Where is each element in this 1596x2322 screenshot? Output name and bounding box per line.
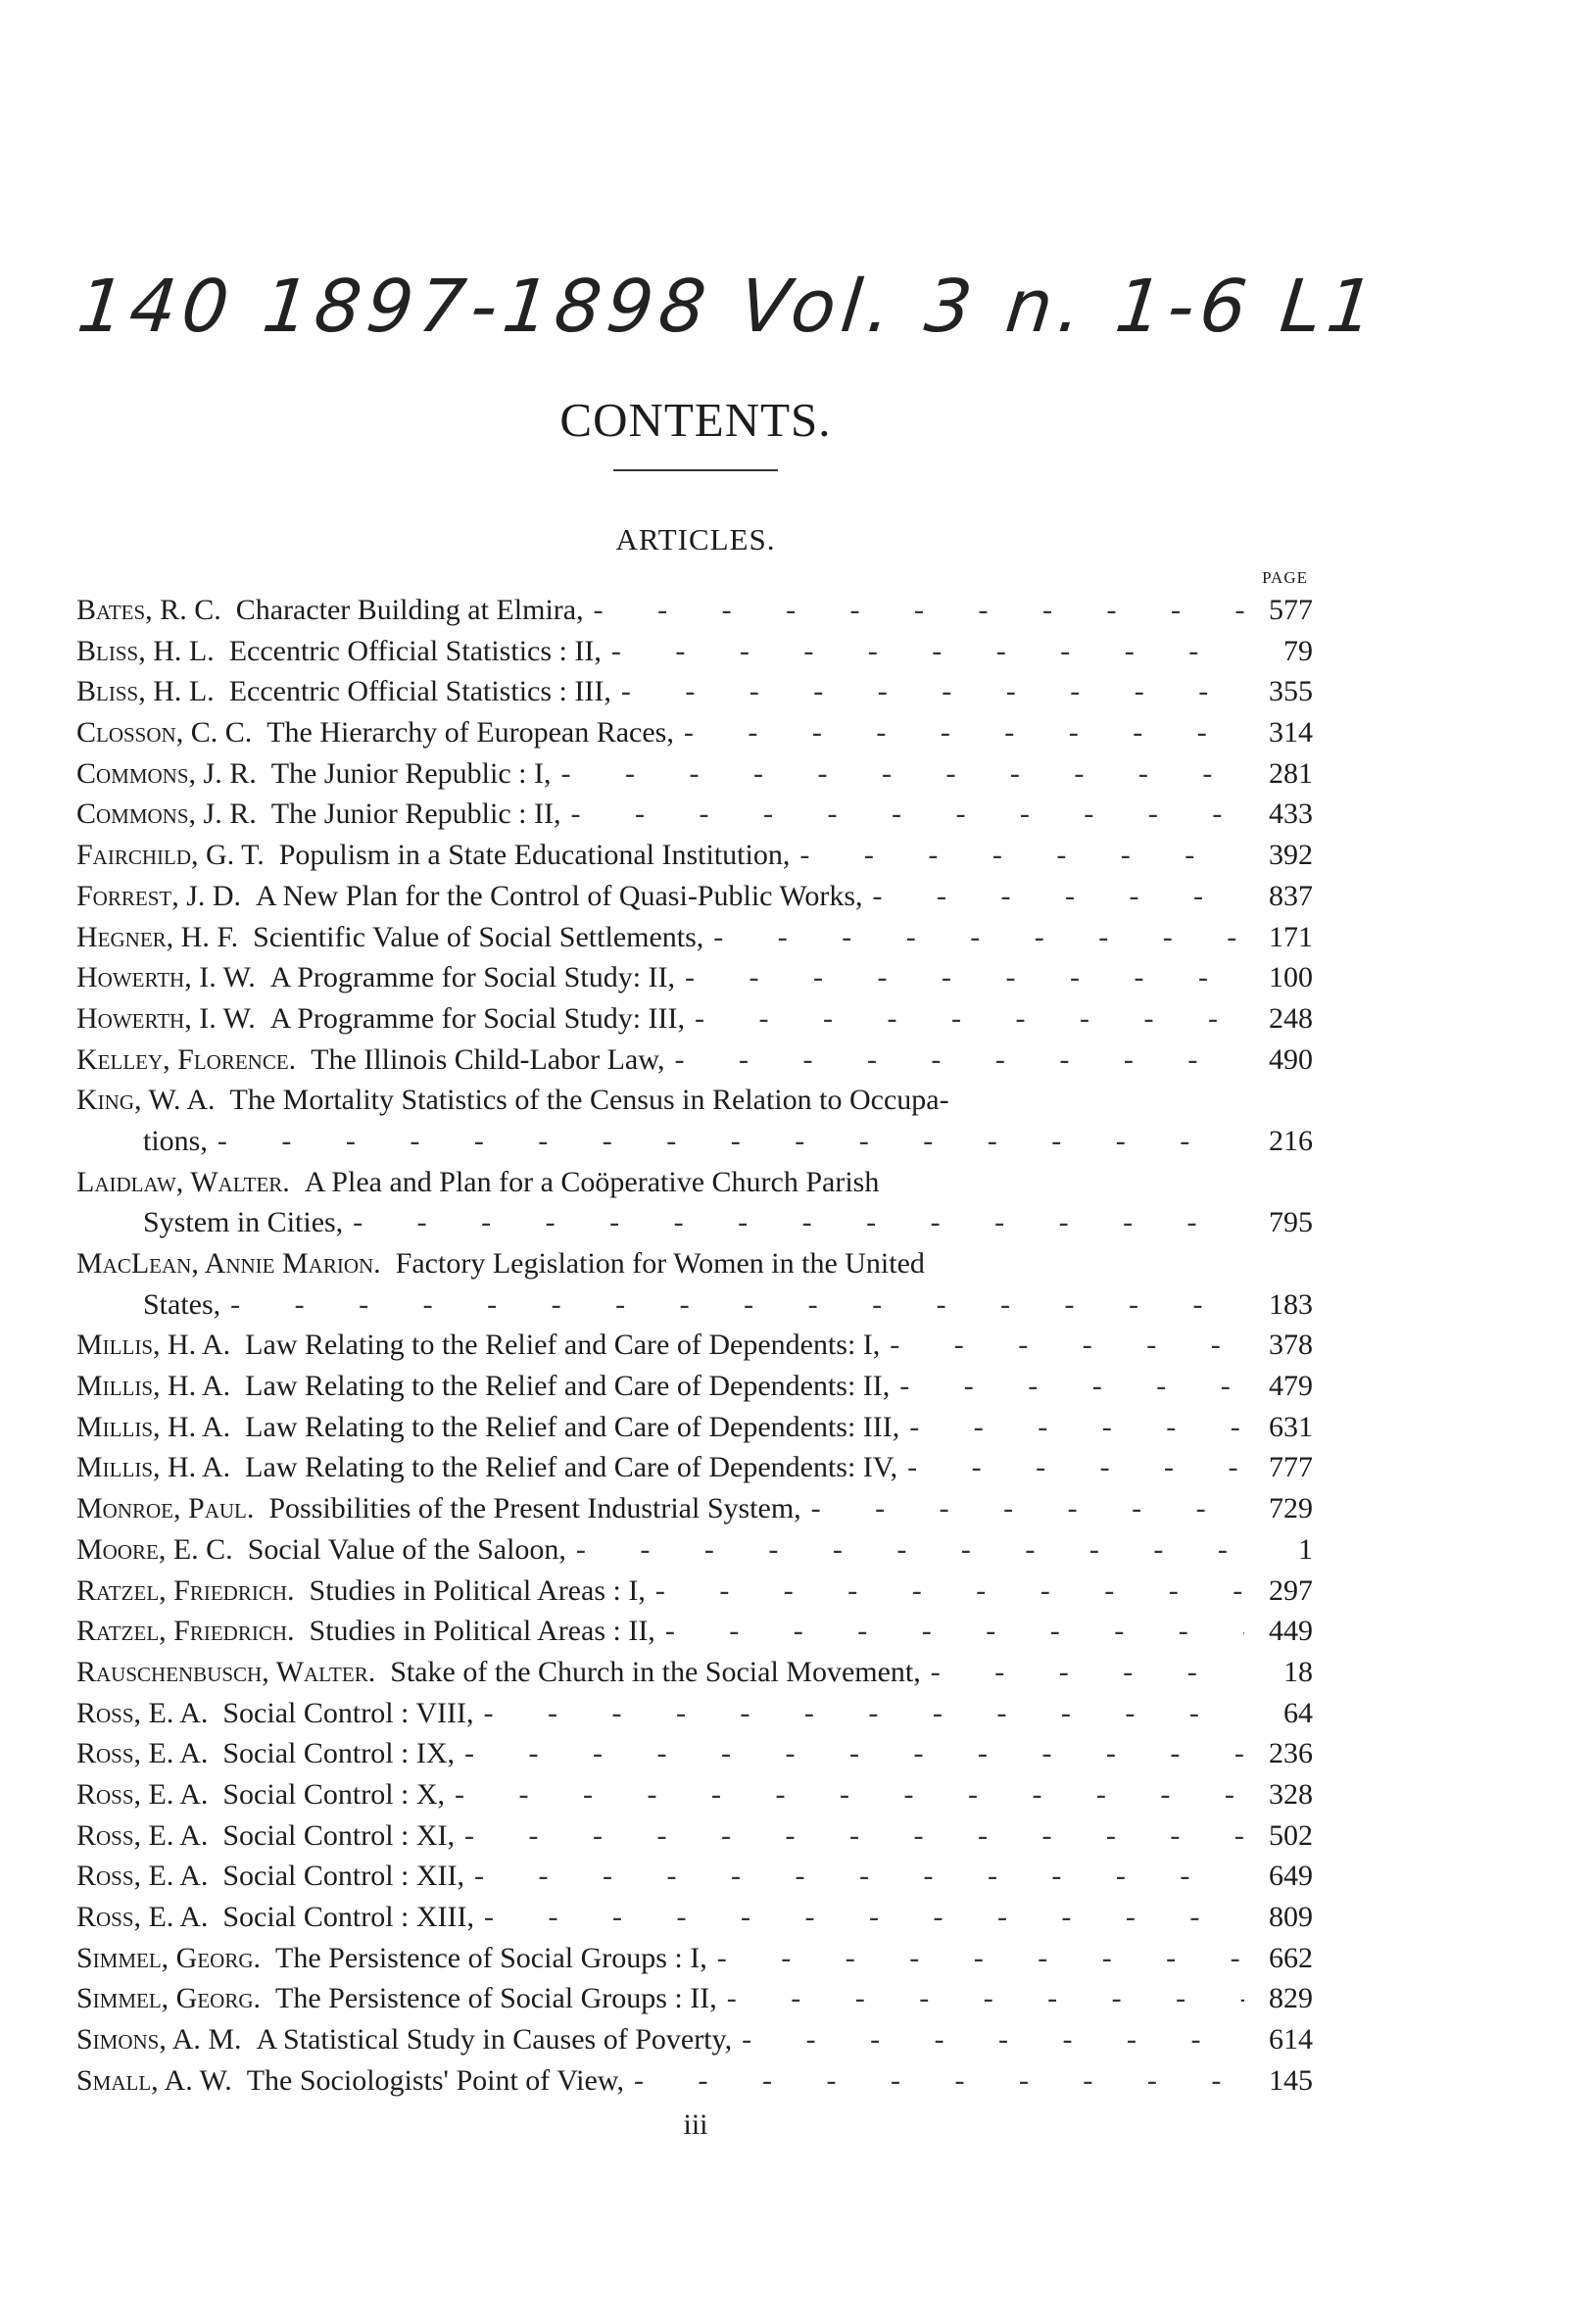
entry-author: Forrest, J. D. [76, 879, 242, 912]
contents-entry [76, 753, 1313, 795]
entry-line [76, 1162, 1313, 1203]
entry-line [76, 835, 1313, 876]
dot-leader [646, 1571, 1244, 1612]
entry-page-number: 100 [1269, 961, 1313, 994]
entry-line [76, 1693, 1313, 1734]
entry-line [76, 1815, 1313, 1857]
entry-title-continuation: tions, [143, 1124, 208, 1157]
entry-title: A Plea and Plan for a Coöperative Church Parish [304, 1165, 880, 1198]
dot-leader [921, 1652, 1244, 1693]
entry-author: Ratzel, Friedrich. [76, 1615, 295, 1648]
entry-line [76, 1325, 1313, 1366]
entry-page-number: 378 [1269, 1329, 1313, 1362]
entry-page-number: 777 [1269, 1451, 1313, 1484]
entry-author: Commons, J. R. [76, 756, 257, 790]
contents-entry [76, 1243, 1313, 1325]
entry-title: Studies in Political Areas : II, [309, 1615, 655, 1648]
dot-leader [602, 631, 1244, 672]
entry-title: Social Control : XIII, [222, 1901, 475, 1933]
entry-title: Law Relating to the Relief and Care of Dependents: I, [245, 1329, 881, 1362]
entry-author: Simons, A. M. [76, 2023, 242, 2056]
entry-line [76, 712, 1313, 753]
entry-title: Social Control : VIII, [222, 1696, 474, 1729]
entry-title: Social Control : IX, [222, 1737, 456, 1770]
entry-title: Populism in a State Educational Institution, [278, 839, 791, 872]
contents-entry [76, 1488, 1313, 1529]
contents-entry [76, 1162, 1313, 1243]
dot-leader [566, 1529, 1244, 1571]
entry-line [76, 753, 1313, 795]
entry-page-number: 183 [1269, 1287, 1313, 1321]
entry-title: The Junior Republic : I, [270, 756, 552, 790]
entry-line [76, 671, 1313, 712]
dot-leader [890, 1366, 1244, 1407]
entry-continuation-line [76, 1202, 1313, 1243]
entry-line [76, 917, 1313, 958]
dot-leader [561, 794, 1245, 835]
entry-title: Eccentric Official Statistics : III, [228, 675, 611, 708]
entry-author: Commons, J. R. [76, 798, 257, 831]
entry-page-number: 614 [1269, 2023, 1313, 2056]
dot-leader [455, 1815, 1244, 1857]
entry-page-number: 631 [1269, 1410, 1313, 1443]
contents-entry [76, 957, 1313, 998]
contents-entry [76, 1978, 1313, 2019]
entry-line [76, 2019, 1313, 2060]
contents-entry [76, 917, 1313, 958]
contents-entry [76, 1897, 1313, 1938]
entry-author: Small, A. W. [76, 2063, 232, 2097]
entry-continuation-line [76, 1121, 1313, 1162]
contents-entry [76, 1529, 1313, 1571]
entry-page-number: 236 [1269, 1737, 1313, 1770]
entry-page-number: 729 [1269, 1492, 1313, 1525]
entry-author: Hegner, H. F. [76, 920, 239, 953]
entry-author: Millis, H. A. [76, 1370, 231, 1403]
contents-entry [76, 1856, 1313, 1897]
entry-line [76, 957, 1313, 998]
section-heading: ARTICLES. [615, 522, 776, 556]
dot-leader [899, 1407, 1244, 1448]
contents-entry [76, 998, 1313, 1040]
contents-entry [76, 1815, 1313, 1857]
entry-author: Fairchild, G. T. [76, 839, 265, 872]
dot-leader [674, 712, 1244, 753]
entry-page-number: 297 [1269, 1573, 1313, 1607]
contents-entry [76, 1447, 1313, 1488]
entry-author: Millis, H. A. [76, 1329, 231, 1362]
entry-page-number: 328 [1269, 1777, 1313, 1811]
contents-entry [76, 1733, 1313, 1774]
entry-title: A Programme for Social Study: II, [269, 961, 676, 994]
entry-title-continuation: System in Cities, [143, 1206, 344, 1239]
entry-page-number: 490 [1269, 1042, 1313, 1076]
contents-entry [76, 835, 1313, 876]
dot-leader [790, 835, 1244, 876]
dot-leader [611, 671, 1244, 712]
entry-author: Ross, E. A. [76, 1777, 209, 1811]
dot-leader [343, 1202, 1244, 1243]
dot-leader [707, 1938, 1244, 1979]
entry-page-number: 79 [1283, 634, 1313, 667]
entry-line [76, 1571, 1313, 1612]
entry-title: Law Relating to the Relief and Care of Dependents: III, [245, 1410, 900, 1443]
entry-page-number: 649 [1269, 1860, 1313, 1893]
entry-author: Millis, H. A. [76, 1451, 231, 1484]
entry-author: Ross, E. A. [76, 1901, 209, 1933]
entry-page-number: 502 [1269, 1818, 1313, 1852]
dot-leader [897, 1447, 1244, 1488]
contents-entry [76, 1652, 1313, 1693]
contents-entry [76, 1366, 1313, 1407]
entry-line [76, 1652, 1313, 1693]
entry-title: Social Control : X, [222, 1777, 446, 1811]
dot-leader [717, 1978, 1244, 2019]
entry-page-number: 281 [1269, 756, 1313, 790]
entry-line [76, 1897, 1313, 1938]
entry-title: Law Relating to the Relief and Care of Dependents: IV, [245, 1451, 898, 1484]
entry-title: Character Building at Elmira, [235, 594, 584, 626]
entry-page-number: 837 [1269, 879, 1313, 912]
dot-leader [445, 1774, 1244, 1815]
entry-title: The Illinois Child-Labor Law, [311, 1042, 665, 1076]
contents-list [76, 590, 1313, 2101]
entry-title: Factory Legislation for Women in the United [395, 1247, 925, 1280]
entry-title: Scientific Value of Social Settlements, [253, 920, 704, 953]
entry-author: Bates, R. C. [76, 594, 221, 626]
entry-author: Millis, H. A. [76, 1410, 231, 1443]
contents-entry [76, 712, 1313, 753]
entry-page-number: 577 [1269, 594, 1313, 626]
entry-author: Ross, E. A. [76, 1860, 209, 1893]
dot-leader [464, 1856, 1244, 1897]
dot-leader [801, 1488, 1244, 1529]
entry-line [76, 1407, 1313, 1448]
entry-title: The Junior Republic : II, [270, 798, 561, 831]
entry-author: Howerth, I. W. [76, 961, 256, 994]
entry-author: MacLean, Annie Marion. [76, 1247, 381, 1280]
contents-entry [76, 2060, 1313, 2102]
entry-author: Laidlaw, Walter. [76, 1165, 290, 1198]
entry-line [76, 2060, 1313, 2102]
entry-author: Ross, E. A. [76, 1737, 209, 1770]
contents-entry [76, 1040, 1313, 1081]
entry-line [76, 1938, 1313, 1979]
entry-author: King, W. A. [76, 1084, 216, 1117]
entry-line [76, 631, 1313, 672]
entry-title: Law Relating to the Relief and Care of Dependents: II, [245, 1370, 891, 1403]
entry-page-number: 449 [1269, 1615, 1313, 1648]
entry-title-continuation: States, [143, 1287, 221, 1321]
entry-line [76, 1243, 1313, 1284]
entry-title: A Statistical Study in Causes of Poverty, [256, 2023, 733, 2056]
entry-page-number: 809 [1269, 1901, 1313, 1933]
entry-title: A Programme for Social Study: III, [269, 1001, 686, 1035]
entry-page-number: 64 [1283, 1696, 1313, 1729]
page-title: CONTENTS. [559, 393, 832, 447]
entry-author: Simmel, Georg. [76, 1982, 262, 2015]
dot-leader [455, 1733, 1244, 1774]
entry-title: Social Control : XI, [222, 1818, 456, 1852]
entry-author: Ratzel, Friedrich. [76, 1573, 295, 1607]
entry-line [76, 876, 1313, 917]
entry-line [76, 1447, 1313, 1488]
entry-title: A New Plan for the Control of Quasi-Public Works, [256, 879, 863, 912]
dot-leader [220, 1284, 1244, 1326]
entry-line [76, 1488, 1313, 1529]
entry-page-number: 145 [1269, 2063, 1313, 2097]
entry-page-number: 479 [1269, 1370, 1313, 1403]
dot-leader [685, 998, 1244, 1040]
entry-line [76, 1733, 1313, 1774]
entry-title: The Hierarchy of European Races, [266, 716, 674, 750]
entry-page-number: 314 [1269, 716, 1313, 750]
dot-leader [655, 1611, 1244, 1652]
dot-leader [863, 876, 1244, 917]
dot-leader [624, 2060, 1244, 2102]
contents-entry [76, 876, 1313, 917]
entry-title: The Mortality Statistics of the Census in Relation to Occupa- [229, 1084, 949, 1117]
page-column-header: PAGE [1262, 568, 1308, 587]
entry-author: Bliss, H. L. [76, 634, 215, 667]
entry-title: The Sociologists' Point of View, [246, 2063, 624, 2097]
entry-page-number: 1 [1298, 1532, 1313, 1566]
entry-line [76, 1611, 1313, 1652]
dot-leader [208, 1121, 1244, 1162]
dot-leader [675, 957, 1244, 998]
entry-line [76, 590, 1313, 631]
contents-entry [76, 671, 1313, 712]
entry-page-number: 392 [1269, 839, 1313, 872]
entry-line [76, 1366, 1313, 1407]
dot-leader [584, 590, 1244, 631]
entry-author: Ross, E. A. [76, 1818, 209, 1852]
contents-entry [76, 631, 1313, 672]
dot-leader [703, 917, 1244, 958]
contents-entry [76, 1325, 1313, 1366]
dot-leader [664, 1040, 1244, 1081]
entry-author: Howerth, I. W. [76, 1001, 256, 1035]
entry-title: The Persistence of Social Groups : II, [275, 1982, 717, 2015]
entry-line [76, 794, 1313, 835]
entry-title: Stake of the Church in the Social Movement, [390, 1655, 921, 1688]
entry-author: Monroe, Paul. [76, 1492, 255, 1525]
entry-page-number: 171 [1269, 920, 1313, 953]
title-rule [613, 469, 778, 471]
entry-page-number: 662 [1269, 1941, 1313, 1974]
contents-entry [76, 1571, 1313, 1612]
entry-author: Simmel, Georg. [76, 1941, 262, 1974]
entry-author: Rauschenbusch, Walter. [76, 1655, 376, 1688]
entry-author: Moore, E. C. [76, 1532, 233, 1566]
entry-author: Ross, E. A. [76, 1696, 209, 1729]
entry-line [76, 1040, 1313, 1081]
entry-author: Bliss, H. L. [76, 675, 215, 708]
entry-line [76, 1978, 1313, 2019]
page-number: iii [683, 2108, 708, 2141]
dot-leader [473, 1693, 1244, 1734]
entry-line [76, 998, 1313, 1040]
entry-page-number: 18 [1283, 1655, 1313, 1688]
dot-leader [552, 753, 1245, 795]
contents-entry [76, 1938, 1313, 1979]
entry-title: Eccentric Official Statistics : II, [228, 634, 602, 667]
contents-entry [76, 1611, 1313, 1652]
entry-title: The Persistence of Social Groups : I, [275, 1941, 707, 1974]
entry-line [76, 1080, 1313, 1121]
contents-entry [76, 1693, 1313, 1734]
entry-page-number: 795 [1269, 1206, 1313, 1239]
entry-page-number: 829 [1269, 1982, 1313, 2015]
entry-page-number: 355 [1269, 675, 1313, 708]
entry-line [76, 1774, 1313, 1815]
entry-page-number: 248 [1269, 1001, 1313, 1035]
entry-page-number: 216 [1269, 1124, 1313, 1157]
handwritten-shelf-note: 140 1897-1898 Vol. 3 n. 1-6 L1 [73, 265, 1384, 349]
contents-entry [76, 590, 1313, 631]
entry-page-number: 433 [1269, 798, 1313, 831]
contents-entry [76, 1774, 1313, 1815]
entry-title: Studies in Political Areas : I, [309, 1573, 646, 1607]
entry-title: Possibilities of the Present Industrial System, [268, 1492, 801, 1525]
contents-entry [76, 794, 1313, 835]
contents-entry [76, 1080, 1313, 1161]
entry-title: Social Control : XII, [222, 1860, 465, 1893]
contents-entry [76, 1407, 1313, 1448]
entry-author: Kelley, Florence. [76, 1042, 297, 1076]
entry-line [76, 1529, 1313, 1571]
entry-line [76, 1856, 1313, 1897]
entry-continuation-line [76, 1284, 1313, 1326]
contents-entry [76, 2019, 1313, 2060]
dot-leader [880, 1325, 1244, 1366]
dot-leader [474, 1897, 1244, 1938]
entry-title: Social Value of the Saloon, [247, 1532, 566, 1566]
entry-author: Closson, C. C. [76, 716, 253, 750]
dot-leader [732, 2019, 1244, 2060]
